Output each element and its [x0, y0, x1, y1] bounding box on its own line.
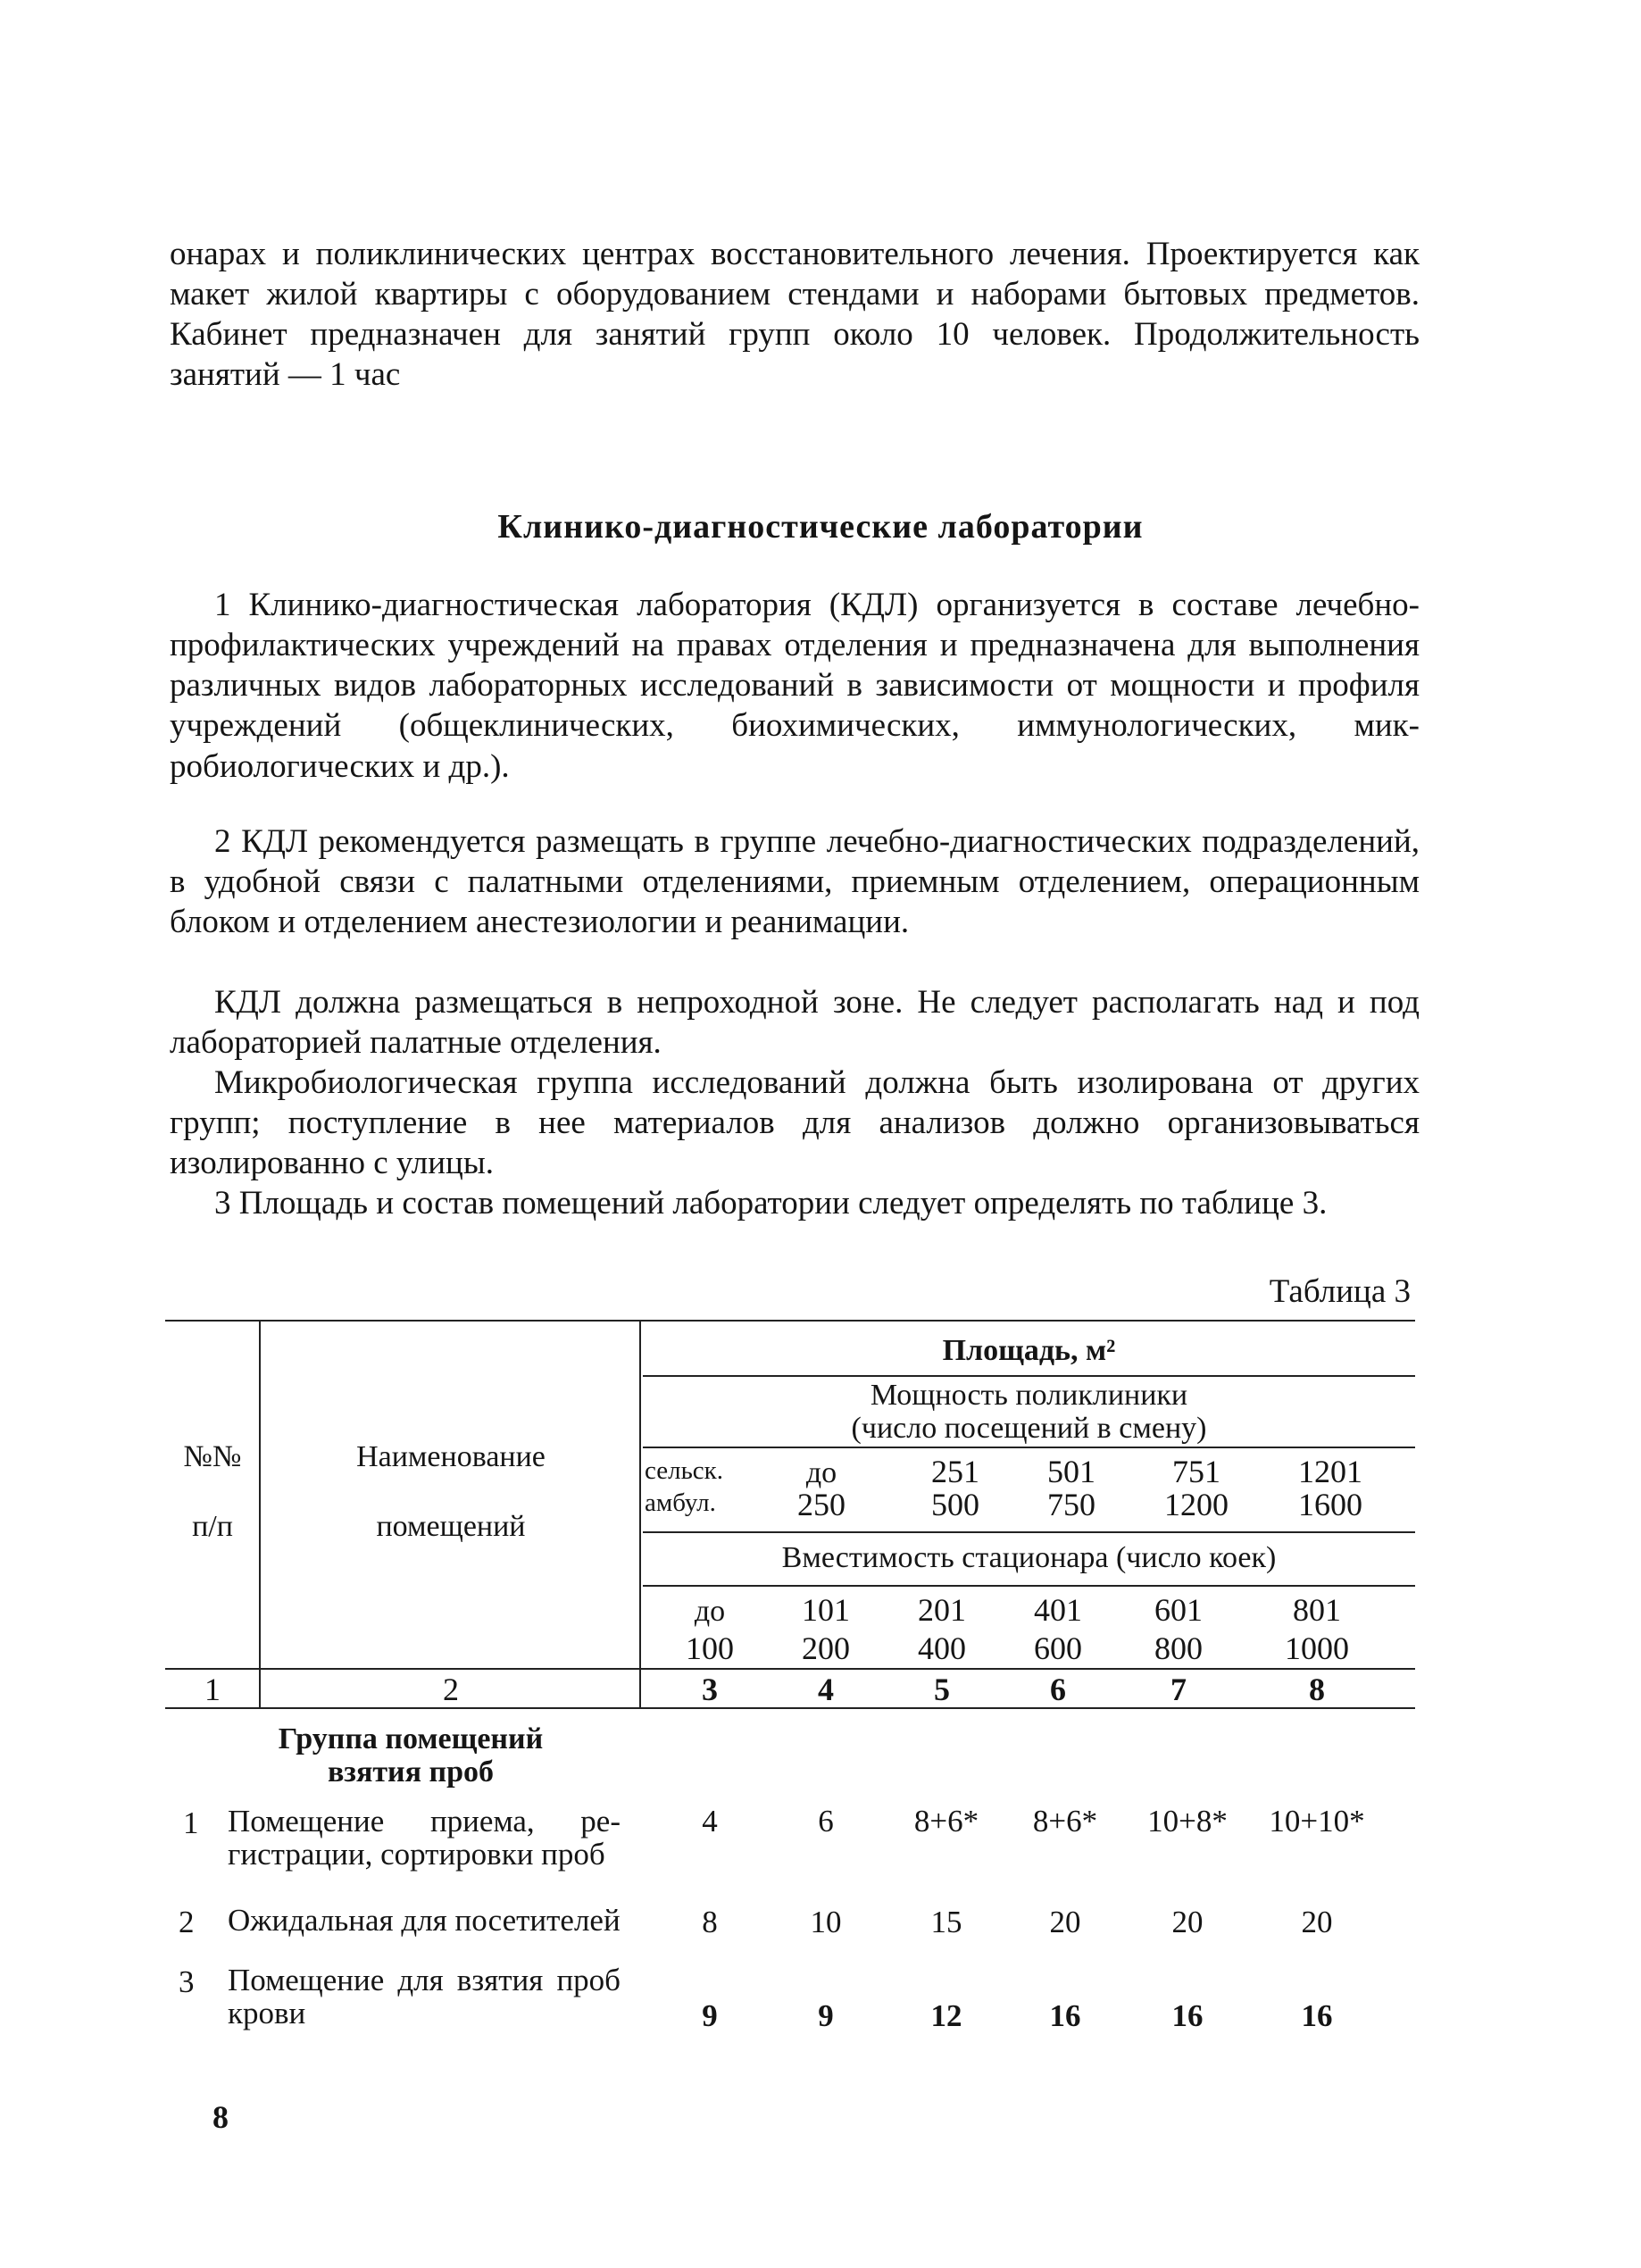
row-2-value-3: 8 [702, 1905, 718, 1939]
column-number-6: 6 [1050, 1672, 1066, 1707]
polyclinic-range-3-top: 501 [1047, 1454, 1095, 1489]
rule-under-polyclinic-ranges [643, 1531, 1415, 1533]
polyclinic-range-4-bottom: 1200 [1164, 1487, 1229, 1522]
hospital-range-5-bottom: 800 [1154, 1630, 1203, 1666]
section-heading: Клинико-диагностические лаборатории [497, 508, 1144, 546]
hospital-range-4-top: 401 [1034, 1592, 1082, 1628]
hospital-range-3-top: 201 [918, 1592, 966, 1628]
polyclinic-range-1-bottom: 250 [797, 1487, 845, 1522]
polyclinic-range-2-top: 251 [931, 1454, 979, 1489]
polyclinic-header-1: Мощность поликлиники [870, 1379, 1188, 1412]
hospital-range-1-bottom: 100 [686, 1630, 734, 1666]
polyclinic-range-4-top: 751 [1172, 1454, 1220, 1489]
intro-paragraph: онарах и поликлинических центрах восстановительного лечения. Проектируется как макет жилой квартиры с оборудованием стендами и наборами бытовых предметов. Кабинет предназначен для занятий групп около 10 человек. Продолжительность занятий — 1 час [170, 236, 1420, 394]
header-num-2: п/п [192, 1510, 233, 1543]
row-3-name: Помещение для взятия проб крови [228, 1963, 621, 2030]
page-number: 8 [212, 2099, 229, 2135]
row-3-value-7: 16 [1171, 1998, 1204, 2033]
row-1-value-4: 6 [818, 1804, 834, 1839]
column-number-2: 2 [443, 1672, 459, 1707]
paragraph-5: 3 Площадь и состав помещений лаборатории следует определять по таблице 3. [214, 1185, 1328, 1222]
row-2-number: 2 [179, 1905, 195, 1939]
column-number-8: 8 [1309, 1672, 1325, 1707]
polyclinic-rural-1: сельск. [645, 1456, 724, 1485]
hospital-range-3-bottom: 400 [918, 1630, 966, 1666]
hospital-header: Вместимость стационара (число коек) [781, 1541, 1277, 1574]
header-name-2: помещений [376, 1510, 526, 1543]
row-1-value-3: 4 [702, 1804, 718, 1839]
row-1-value-8: 10+10* [1269, 1804, 1365, 1839]
polyclinic-rural-2: амбул. [645, 1488, 716, 1517]
rule-under-header [165, 1668, 1415, 1670]
row-3-value-3: 9 [702, 1998, 718, 2033]
polyclinic-range-1-top: до [805, 1456, 837, 1489]
paragraph-3: КДЛ должна размещаться в непроходной зоне. Не следует располагать над и под лабораторией палатные отделения. [170, 984, 1420, 1062]
header-name-1: Наименование [356, 1440, 546, 1473]
row-3-value-5: 12 [930, 1998, 962, 2033]
column-number-1: 1 [204, 1672, 221, 1707]
polyclinic-header-2: (число посещений в смену) [851, 1412, 1207, 1445]
column-number-4: 4 [818, 1672, 834, 1707]
hospital-range-6-bottom: 1000 [1285, 1630, 1349, 1666]
hospital-range-2-bottom: 200 [802, 1630, 850, 1666]
row-2-value-7: 20 [1171, 1905, 1204, 1939]
column-number-5: 5 [934, 1672, 950, 1707]
row-3-value-6: 16 [1049, 1998, 1081, 2033]
row-3-number: 3 [179, 1964, 195, 1999]
polyclinic-range-5-top: 1201 [1298, 1454, 1362, 1489]
paragraph-4: Микробиологическая группа исследований должна быть изолирована от других групп; поступление в нее материалов для анализов должно организовываться изолированно с улицы. [170, 1064, 1420, 1182]
hospital-range-4-bottom: 600 [1034, 1630, 1082, 1666]
polyclinic-range-2-bottom: 500 [931, 1487, 979, 1522]
row-1-value-6: 8+6* [1032, 1804, 1098, 1839]
divider-name-area [639, 1320, 641, 1707]
row-1-number: 1 [183, 1805, 199, 1840]
column-number-7: 7 [1170, 1672, 1187, 1707]
column-number-3: 3 [702, 1672, 718, 1707]
header-num-1: №№ [183, 1440, 242, 1473]
group-title-1: Группа помещений [278, 1722, 544, 1755]
row-1-value-7: 10+8* [1147, 1804, 1228, 1839]
row-2-value-6: 20 [1049, 1905, 1081, 1939]
table-caption: Таблица 3 [1269, 1273, 1411, 1310]
hospital-range-2-top: 101 [802, 1592, 850, 1628]
row-3-value-8: 16 [1301, 1998, 1333, 2033]
row-3-value-4: 9 [818, 1998, 834, 2033]
row-2-value-4: 10 [810, 1905, 842, 1939]
hospital-range-5-top: 601 [1154, 1592, 1203, 1628]
row-1-name: Помещение приема, регистрации, сортировки проб [228, 1804, 621, 1872]
row-1-value-5: 8+6* [913, 1804, 979, 1839]
polyclinic-range-5-bottom: 1600 [1298, 1487, 1362, 1522]
divider-num-name [259, 1320, 261, 1707]
paragraph-2: 2 КДЛ рекомендуется размещать в группе лечебно-диагностических подразделений, в удобной связи с палатными отделениями, приемным отделением, операционным блоком и отделением анестезиологии и реанимации. [170, 823, 1420, 941]
rule-under-polyclinic [643, 1447, 1415, 1448]
rule-under-hospital [643, 1585, 1415, 1587]
group-title-2: взятия проб [327, 1755, 495, 1789]
row-2-value-5: 15 [930, 1905, 962, 1939]
paragraph-1: 1 Клинико-диагностическая лаборатория (КДЛ) организуется в составе лечебно-профилактических учреждений на правах отделения и предназначена для выполнения различных видов лабораторных исследований в зависимости от мощности и профиля учреждений (общеклинических, биохимических, иммунологических, микробиологических и др.). [170, 587, 1420, 785]
hospital-range-1-top: до [694, 1595, 726, 1628]
hospital-range-6-top: 801 [1293, 1592, 1341, 1628]
row-2-name: Ожидальная для посетителей [228, 1903, 621, 1938]
rule-under-area [643, 1375, 1415, 1377]
table-top-rule [165, 1320, 1415, 1322]
polyclinic-range-3-bottom: 750 [1047, 1487, 1095, 1522]
row-2-value-8: 20 [1301, 1905, 1333, 1939]
area-header: Площадь, м² [942, 1334, 1116, 1367]
